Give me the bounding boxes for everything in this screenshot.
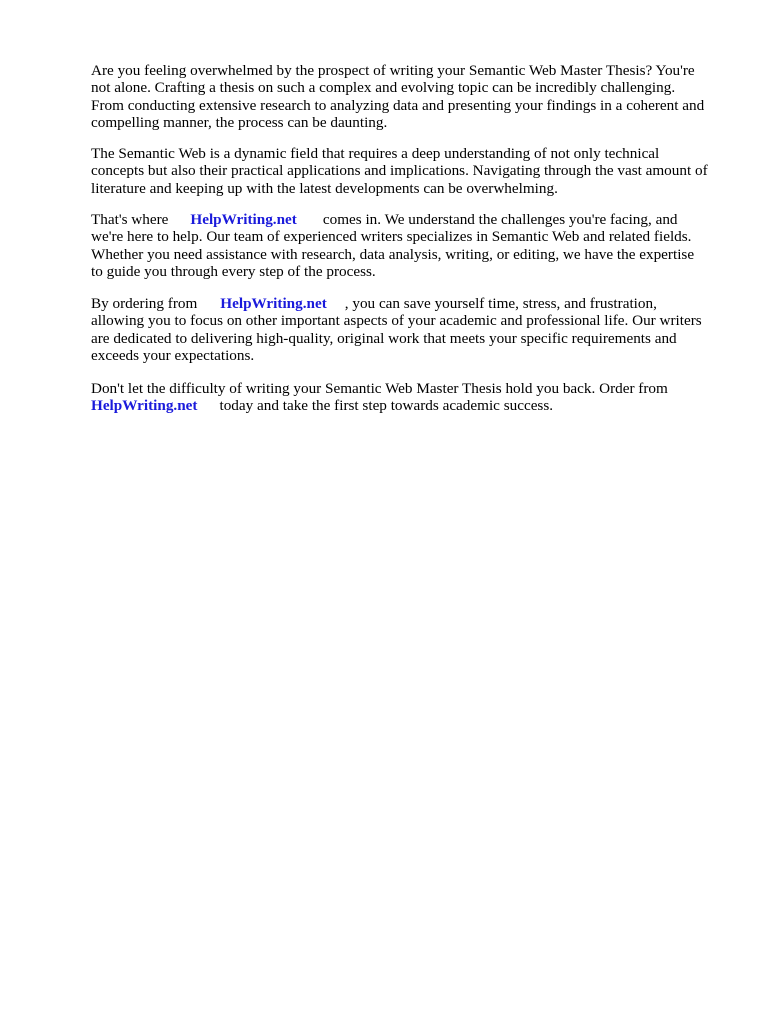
text-line: allowing you to focus on other important aspects of your academic and professional life. Our writers: [91, 312, 702, 330]
text-line: [91, 397, 731, 414]
text-segment: By ordering from: [91, 295, 198, 312]
text-line: From conducting extensive research to analyzing data and presenting your findings in a coherent and: [91, 96, 705, 114]
helpwriting-link[interactable]: HelpWriting.net: [190, 211, 297, 228]
text-line: literature and keeping up with the latest developments can be overwhelming.: [91, 179, 558, 197]
text-line: concepts but also their practical applications and implications. Navigating through the vast amount of: [91, 162, 708, 180]
text-line: Are you feeling overwhelmed by the prospect of writing your Semantic Web Master Thesis? You're: [91, 62, 695, 79]
text-line: Whether you need assistance with research, data analysis, writing, or editing, we have the expertise: [91, 245, 695, 263]
text-segment: today and take the first step towards academic success.: [219, 397, 554, 415]
text-line: [91, 211, 731, 228]
paragraph-ordering: [91, 295, 731, 365]
paragraph-semantic-web: [91, 145, 731, 197]
text-segment: , you can save yourself time, stress, and frustration,: [344, 295, 657, 312]
text-segment: comes in. We understand the challenges you're facing, and: [322, 211, 678, 228]
text-segment: That's where: [91, 211, 169, 228]
text-line: to guide you through every step of the process.: [91, 263, 376, 281]
text-line: [91, 295, 731, 312]
text-line: are dedicated to delivering high-quality, original work that meets your specific requirements and: [91, 329, 677, 347]
helpwriting-link[interactable]: HelpWriting.net: [91, 397, 198, 415]
paragraph-call-to-action: [91, 380, 731, 415]
paragraph-service-intro: [91, 211, 731, 281]
paragraph-intro: [91, 62, 731, 132]
text-line: not alone. Crafting a thesis on such a complex and evolving topic can be incredibly challenging.: [91, 79, 676, 97]
helpwriting-link[interactable]: HelpWriting.net: [220, 295, 327, 312]
text-line: compelling manner, the process can be daunting.: [91, 114, 388, 132]
text-line: Don't let the difficulty of writing your Semantic Web Master Thesis hold you back. Order from: [91, 380, 668, 397]
text-line: exceeds your expectations.: [91, 347, 255, 365]
text-line: we're here to help. Our team of experienced writers specializes in Semantic Web and related fields.: [91, 228, 692, 246]
text-line: The Semantic Web is a dynamic field that requires a deep understanding of not only technical: [91, 145, 660, 162]
